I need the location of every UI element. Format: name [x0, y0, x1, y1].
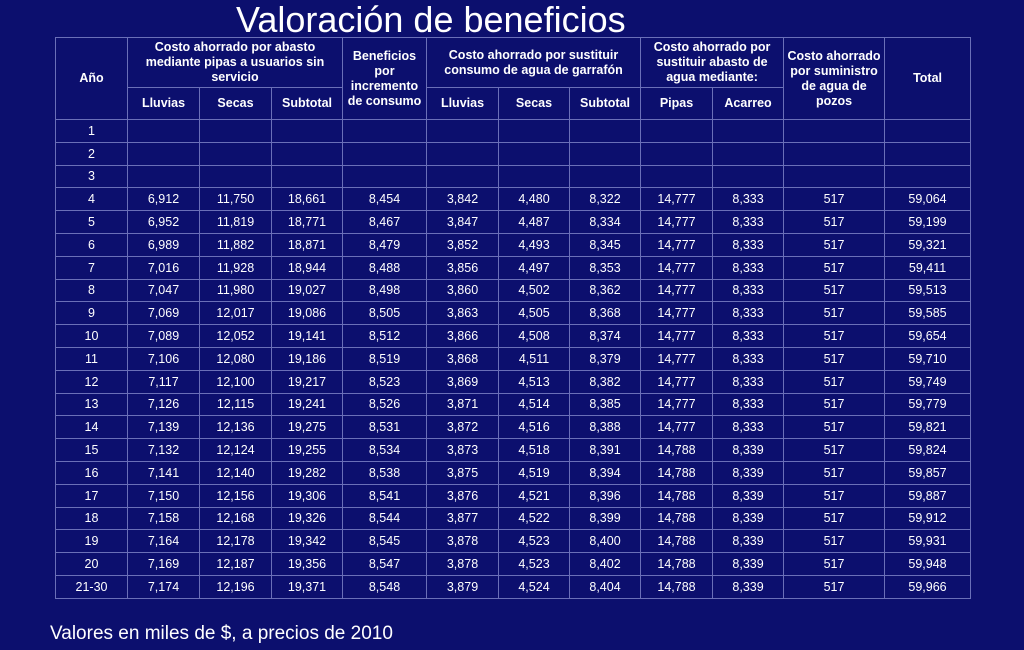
cell-subtotal: 19,217 [272, 370, 343, 393]
cell-beneficios: 8,488 [343, 256, 427, 279]
cell-secas-garrafon: 4,523 [499, 553, 570, 576]
cell-subtotal-garrafon: 8,404 [570, 575, 641, 598]
cell-lluvias [128, 120, 200, 143]
cell-lluvias-garrafon: 3,847 [427, 211, 499, 234]
cell-pipas: 14,788 [641, 484, 713, 507]
cell-secas-garrafon: 4,508 [499, 325, 570, 348]
cell-acarreo: 8,333 [713, 188, 784, 211]
cell-anio: 2 [56, 142, 128, 165]
cell-lluvias-garrafon: 3,876 [427, 484, 499, 507]
cell-beneficios: 8,531 [343, 416, 427, 439]
cell-secas-garrafon: 4,514 [499, 393, 570, 416]
table-row [56, 165, 971, 188]
cell-beneficios: 8,512 [343, 325, 427, 348]
cell-pipas: 14,777 [641, 416, 713, 439]
cell-secas: 12,156 [200, 484, 272, 507]
cell-anio: 6 [56, 233, 128, 256]
cell-subtotal: 18,871 [272, 233, 343, 256]
cell-secas: 12,100 [200, 370, 272, 393]
cell-subtotal: 19,356 [272, 553, 343, 576]
cell-lluvias: 6,952 [128, 211, 200, 234]
cell-secas: 12,140 [200, 461, 272, 484]
cell-subtotal-garrafon: 8,334 [570, 211, 641, 234]
table-row [56, 256, 971, 279]
cell-subtotal [272, 120, 343, 143]
cell-subtotal: 19,086 [272, 302, 343, 325]
cell-total: 59,654 [885, 325, 971, 348]
header-acarreo: Acarreo [713, 88, 784, 120]
cell-total: 59,824 [885, 439, 971, 462]
cell-secas-garrafon: 4,493 [499, 233, 570, 256]
cell-beneficios: 8,541 [343, 484, 427, 507]
cell-lluvias: 7,106 [128, 347, 200, 370]
header-total: Total [885, 38, 971, 120]
cell-lluvias-garrafon [427, 120, 499, 143]
table-row [56, 120, 971, 143]
cell-subtotal [272, 165, 343, 188]
cell-beneficios: 8,498 [343, 279, 427, 302]
cell-acarreo: 8,339 [713, 484, 784, 507]
cell-pozos: 517 [784, 461, 885, 484]
cell-pipas: 14,777 [641, 256, 713, 279]
table-row [56, 188, 971, 211]
cell-beneficios: 8,526 [343, 393, 427, 416]
cell-anio: 12 [56, 370, 128, 393]
cell-pozos: 517 [784, 484, 885, 507]
cell-secas: 11,928 [200, 256, 272, 279]
cell-subtotal: 19,282 [272, 461, 343, 484]
cell-anio: 14 [56, 416, 128, 439]
header-pozos: Costo ahorrado por suministro de agua de pozos [784, 38, 885, 120]
cell-pipas: 14,777 [641, 188, 713, 211]
cell-beneficios: 8,545 [343, 530, 427, 553]
cell-anio: 8 [56, 279, 128, 302]
cell-pipas: 14,777 [641, 393, 713, 416]
cell-beneficios: 8,548 [343, 575, 427, 598]
header-pipas: Costo ahorrado por abasto mediante pipas a usuarios sin servicio [128, 38, 343, 88]
cell-anio: 17 [56, 484, 128, 507]
cell-secas-garrafon [499, 142, 570, 165]
cell-acarreo: 8,333 [713, 279, 784, 302]
cell-secas: 12,017 [200, 302, 272, 325]
cell-total: 59,912 [885, 507, 971, 530]
cell-secas-garrafon: 4,522 [499, 507, 570, 530]
cell-lluvias: 7,150 [128, 484, 200, 507]
cell-lluvias-garrafon: 3,878 [427, 553, 499, 576]
cell-lluvias-garrafon [427, 165, 499, 188]
cell-secas: 12,196 [200, 575, 272, 598]
cell-pozos: 517 [784, 279, 885, 302]
cell-lluvias-garrafon: 3,871 [427, 393, 499, 416]
cell-beneficios: 8,534 [343, 439, 427, 462]
cell-subtotal: 19,342 [272, 530, 343, 553]
cell-total: 59,199 [885, 211, 971, 234]
cell-secas: 11,819 [200, 211, 272, 234]
cell-lluvias-garrafon: 3,866 [427, 325, 499, 348]
cell-subtotal: 18,661 [272, 188, 343, 211]
cell-acarreo: 8,339 [713, 439, 784, 462]
cell-secas: 11,750 [200, 188, 272, 211]
cell-subtotal-garrafon: 8,400 [570, 530, 641, 553]
cell-anio: 15 [56, 439, 128, 462]
cell-subtotal: 19,141 [272, 325, 343, 348]
cell-acarreo: 8,333 [713, 233, 784, 256]
cell-pozos: 517 [784, 575, 885, 598]
table-row [56, 142, 971, 165]
cell-acarreo: 8,333 [713, 302, 784, 325]
cell-pozos: 517 [784, 507, 885, 530]
cell-lluvias-garrafon: 3,873 [427, 439, 499, 462]
cell-pozos: 517 [784, 302, 885, 325]
cell-beneficios: 8,505 [343, 302, 427, 325]
cell-acarreo: 8,339 [713, 553, 784, 576]
header-beneficios: Beneficios por incremento de consumo [343, 38, 427, 120]
cell-pipas: 14,788 [641, 553, 713, 576]
cell-acarreo: 8,333 [713, 416, 784, 439]
table-body [56, 120, 971, 599]
cell-anio: 10 [56, 325, 128, 348]
cell-lluvias: 6,989 [128, 233, 200, 256]
cell-pipas: 14,777 [641, 233, 713, 256]
table-row [56, 325, 971, 348]
cell-secas: 11,980 [200, 279, 272, 302]
cell-secas-garrafon: 4,497 [499, 256, 570, 279]
cell-acarreo: 8,333 [713, 325, 784, 348]
cell-lluvias-garrafon: 3,863 [427, 302, 499, 325]
cell-subtotal-garrafon: 8,385 [570, 393, 641, 416]
cell-pipas: 14,788 [641, 530, 713, 553]
cell-subtotal-garrafon: 8,362 [570, 279, 641, 302]
table-row [56, 302, 971, 325]
cell-acarreo: 8,333 [713, 370, 784, 393]
cell-pipas: 14,788 [641, 461, 713, 484]
cell-secas-garrafon: 4,519 [499, 461, 570, 484]
table-header [56, 38, 971, 120]
cell-subtotal-garrafon: 8,391 [570, 439, 641, 462]
cell-subtotal-garrafon: 8,396 [570, 484, 641, 507]
cell-secas [200, 165, 272, 188]
cell-pipas: 14,788 [641, 439, 713, 462]
cell-anio: 9 [56, 302, 128, 325]
cell-pipas: 14,777 [641, 279, 713, 302]
cell-acarreo: 8,333 [713, 393, 784, 416]
cell-secas-garrafon: 4,502 [499, 279, 570, 302]
cell-lluvias: 7,169 [128, 553, 200, 576]
cell-pozos: 517 [784, 188, 885, 211]
cell-lluvias-garrafon: 3,875 [427, 461, 499, 484]
table-row [56, 370, 971, 393]
cell-anio: 4 [56, 188, 128, 211]
cell-secas-garrafon [499, 120, 570, 143]
cell-beneficios: 8,519 [343, 347, 427, 370]
cell-beneficios [343, 165, 427, 188]
cell-total: 59,857 [885, 461, 971, 484]
cell-subtotal-garrafon: 8,374 [570, 325, 641, 348]
cell-subtotal-garrafon: 8,353 [570, 256, 641, 279]
cell-secas-garrafon: 4,518 [499, 439, 570, 462]
footer-note: Valores en miles de $, a precios de 2010 [50, 623, 393, 644]
cell-lluvias-garrafon: 3,878 [427, 530, 499, 553]
cell-pozos: 517 [784, 553, 885, 576]
cell-beneficios [343, 142, 427, 165]
header-garrafon: Costo ahorrado por sustituir consumo de agua de garrafón [427, 38, 641, 88]
cell-acarreo: 8,333 [713, 211, 784, 234]
cell-beneficios: 8,454 [343, 188, 427, 211]
table-row [56, 393, 971, 416]
cell-secas-garrafon: 4,521 [499, 484, 570, 507]
cell-lluvias: 7,047 [128, 279, 200, 302]
cell-pozos: 517 [784, 233, 885, 256]
cell-subtotal-garrafon: 8,399 [570, 507, 641, 530]
cell-subtotal: 18,944 [272, 256, 343, 279]
table-row [56, 211, 971, 234]
cell-lluvias-garrafon: 3,856 [427, 256, 499, 279]
cell-secas: 12,178 [200, 530, 272, 553]
cell-total: 59,710 [885, 347, 971, 370]
cell-total: 59,779 [885, 393, 971, 416]
cell-beneficios: 8,547 [343, 553, 427, 576]
header-pipas-sub: Pipas [641, 88, 713, 120]
cell-subtotal-garrafon: 8,322 [570, 188, 641, 211]
cell-lluvias: 7,132 [128, 439, 200, 462]
cell-secas-garrafon: 4,516 [499, 416, 570, 439]
cell-subtotal: 19,241 [272, 393, 343, 416]
cell-total: 59,585 [885, 302, 971, 325]
cell-subtotal: 19,275 [272, 416, 343, 439]
cell-pozos: 517 [784, 530, 885, 553]
table-row [56, 507, 971, 530]
cell-lluvias: 6,912 [128, 188, 200, 211]
cell-lluvias: 7,069 [128, 302, 200, 325]
cell-secas-garrafon: 4,480 [499, 188, 570, 211]
header-sustituir: Costo ahorrado por sustituir abasto de agua mediante: [641, 38, 784, 88]
cell-subtotal-garrafon [570, 165, 641, 188]
table-row [56, 575, 971, 598]
cell-total: 59,064 [885, 188, 971, 211]
cell-pipas [641, 120, 713, 143]
cell-pipas: 14,788 [641, 575, 713, 598]
cell-acarreo [713, 165, 784, 188]
cell-subtotal-garrafon: 8,382 [570, 370, 641, 393]
cell-subtotal-garrafon: 8,379 [570, 347, 641, 370]
cell-lluvias-garrafon: 3,879 [427, 575, 499, 598]
cell-secas: 12,052 [200, 325, 272, 348]
cell-anio: 18 [56, 507, 128, 530]
cell-secas-garrafon: 4,523 [499, 530, 570, 553]
cell-lluvias [128, 165, 200, 188]
cell-lluvias: 7,158 [128, 507, 200, 530]
cell-subtotal-garrafon: 8,368 [570, 302, 641, 325]
cell-secas: 12,136 [200, 416, 272, 439]
cell-lluvias-garrafon: 3,872 [427, 416, 499, 439]
cell-acarreo: 8,339 [713, 575, 784, 598]
cell-pozos: 517 [784, 416, 885, 439]
cell-anio: 3 [56, 165, 128, 188]
cell-pozos: 517 [784, 256, 885, 279]
cell-total: 59,931 [885, 530, 971, 553]
cell-secas: 12,124 [200, 439, 272, 462]
cell-secas-garrafon: 4,505 [499, 302, 570, 325]
cell-lluvias-garrafon: 3,860 [427, 279, 499, 302]
cell-lluvias: 7,139 [128, 416, 200, 439]
cell-pipas [641, 142, 713, 165]
table-row [56, 416, 971, 439]
cell-subtotal: 19,306 [272, 484, 343, 507]
cell-anio: 7 [56, 256, 128, 279]
cell-secas-garrafon [499, 165, 570, 188]
cell-anio: 20 [56, 553, 128, 576]
cell-pozos [784, 120, 885, 143]
cell-pipas: 14,777 [641, 211, 713, 234]
cell-beneficios: 8,538 [343, 461, 427, 484]
table-row [56, 347, 971, 370]
cell-beneficios: 8,479 [343, 233, 427, 256]
cell-lluvias: 7,089 [128, 325, 200, 348]
cell-subtotal: 18,771 [272, 211, 343, 234]
cell-lluvias-garrafon: 3,842 [427, 188, 499, 211]
header-lluvias: Lluvias [128, 88, 200, 120]
cell-lluvias-garrafon [427, 142, 499, 165]
cell-total: 59,411 [885, 256, 971, 279]
cell-total [885, 120, 971, 143]
cell-pozos: 517 [784, 211, 885, 234]
cell-beneficios [343, 120, 427, 143]
cell-total: 59,749 [885, 370, 971, 393]
cell-beneficios: 8,523 [343, 370, 427, 393]
table-row [56, 461, 971, 484]
cell-total [885, 142, 971, 165]
cell-pozos [784, 165, 885, 188]
cell-pozos: 517 [784, 439, 885, 462]
cell-lluvias: 7,164 [128, 530, 200, 553]
cell-lluvias-garrafon: 3,877 [427, 507, 499, 530]
cell-secas-garrafon: 4,487 [499, 211, 570, 234]
cell-lluvias [128, 142, 200, 165]
cell-secas-garrafon: 4,524 [499, 575, 570, 598]
cell-pipas: 14,788 [641, 507, 713, 530]
cell-anio: 13 [56, 393, 128, 416]
cell-secas-garrafon: 4,511 [499, 347, 570, 370]
page-title: Valoración de beneficios [236, 0, 626, 40]
cell-acarreo: 8,333 [713, 256, 784, 279]
cell-secas [200, 142, 272, 165]
cell-anio: 19 [56, 530, 128, 553]
cell-lluvias-garrafon: 3,869 [427, 370, 499, 393]
table-row [56, 439, 971, 462]
cell-secas: 11,882 [200, 233, 272, 256]
cell-subtotal: 19,255 [272, 439, 343, 462]
table-row [56, 553, 971, 576]
cell-secas: 12,080 [200, 347, 272, 370]
cell-subtotal-garrafon [570, 120, 641, 143]
cell-subtotal: 19,186 [272, 347, 343, 370]
cell-pipas: 14,777 [641, 302, 713, 325]
cell-secas: 12,115 [200, 393, 272, 416]
header-secas-garrafon: Secas [499, 88, 570, 120]
cell-secas-garrafon: 4,513 [499, 370, 570, 393]
cell-total: 59,887 [885, 484, 971, 507]
cell-lluvias: 7,174 [128, 575, 200, 598]
table-row [56, 530, 971, 553]
cell-total: 59,966 [885, 575, 971, 598]
cell-subtotal: 19,027 [272, 279, 343, 302]
header-anio: Año [56, 38, 128, 120]
cell-total: 59,513 [885, 279, 971, 302]
cell-lluvias: 7,016 [128, 256, 200, 279]
cell-pipas [641, 165, 713, 188]
cell-pozos: 517 [784, 393, 885, 416]
cell-anio: 21-30 [56, 575, 128, 598]
table-row [56, 279, 971, 302]
cell-acarreo: 8,339 [713, 507, 784, 530]
cell-anio: 1 [56, 120, 128, 143]
cell-secas [200, 120, 272, 143]
cell-subtotal: 19,326 [272, 507, 343, 530]
cell-anio: 5 [56, 211, 128, 234]
cell-acarreo [713, 142, 784, 165]
cell-secas: 12,187 [200, 553, 272, 576]
table-row [56, 233, 971, 256]
cell-subtotal [272, 142, 343, 165]
cell-pozos: 517 [784, 347, 885, 370]
cell-anio: 16 [56, 461, 128, 484]
cell-subtotal: 19,371 [272, 575, 343, 598]
cell-lluvias-garrafon: 3,852 [427, 233, 499, 256]
cell-pipas: 14,777 [641, 370, 713, 393]
cell-secas: 12,168 [200, 507, 272, 530]
header-subtotal: Subtotal [272, 88, 343, 120]
cell-lluvias: 7,117 [128, 370, 200, 393]
cell-subtotal-garrafon: 8,394 [570, 461, 641, 484]
cell-subtotal-garrafon: 8,345 [570, 233, 641, 256]
cell-pozos: 517 [784, 325, 885, 348]
cell-lluvias: 7,141 [128, 461, 200, 484]
cell-acarreo: 8,339 [713, 461, 784, 484]
cell-beneficios: 8,467 [343, 211, 427, 234]
cell-lluvias-garrafon: 3,868 [427, 347, 499, 370]
cell-total: 59,321 [885, 233, 971, 256]
cell-pipas: 14,777 [641, 325, 713, 348]
cell-subtotal-garrafon: 8,388 [570, 416, 641, 439]
header-secas: Secas [200, 88, 272, 120]
cell-pozos [784, 142, 885, 165]
cell-total [885, 165, 971, 188]
header-subtotal-garrafon: Subtotal [570, 88, 641, 120]
benefits-table [55, 37, 971, 599]
cell-total: 59,821 [885, 416, 971, 439]
cell-anio: 11 [56, 347, 128, 370]
cell-subtotal-garrafon [570, 142, 641, 165]
cell-pipas: 14,777 [641, 347, 713, 370]
cell-acarreo: 8,333 [713, 347, 784, 370]
cell-beneficios: 8,544 [343, 507, 427, 530]
cell-acarreo [713, 120, 784, 143]
cell-total: 59,948 [885, 553, 971, 576]
cell-lluvias: 7,126 [128, 393, 200, 416]
header-lluvias-garrafon: Lluvias [427, 88, 499, 120]
cell-acarreo: 8,339 [713, 530, 784, 553]
cell-pozos: 517 [784, 370, 885, 393]
table-row [56, 484, 971, 507]
cell-subtotal-garrafon: 8,402 [570, 553, 641, 576]
